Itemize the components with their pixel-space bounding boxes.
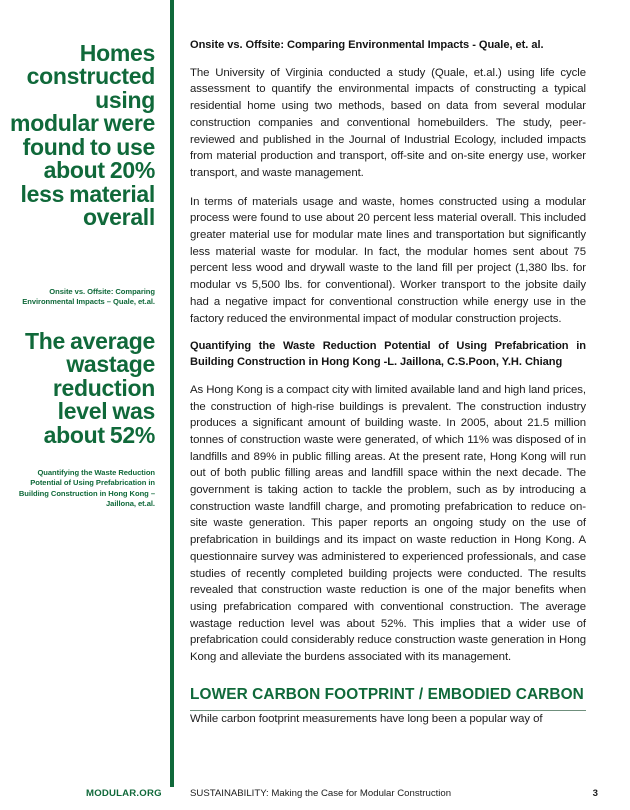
section-1-heading: Onsite vs. Offsite: Comparing Environmental Impacts - Quale, et. al.: [190, 39, 544, 51]
pullquote-1: Homes constructed using modular were found to use about 20% less material overall: [10, 40, 155, 231]
section-3-heading: LOWER CARBON FOOTPRINT / EMBODIED CARBON: [190, 686, 586, 711]
pullquote-2: The average wastage reduction level was about 52%: [25, 328, 155, 448]
footer-document-title: SUSTAINABILITY: Making the Case for Modular Construction: [190, 788, 452, 799]
main-content-column: [190, 38, 586, 728]
pullquote-2-attribution: Quantifying the Waste Reduction Potential of Using Prefabrication in Building Construction in Hong Kong – Jaillona, et.al.: [18, 468, 155, 508]
section-2-paragraph-1: As Hong Kong is a compact city with limited available land and high land prices, the construction of high-rise buildings is prevalent. The construction industry produces a significant amount of building waste. In 2005, about 21.5 million tonnes of construction waste were generated, of which 11% was disposed of in landfills and 89% in public filling areas. At the present rate, Hong Kong will run out of both public filling areas and landfill space within the next decade. The government is taking action to tackle the problem, such as by introducing a construction waste landfill charge, and promoting prefabrication to reduce on-site waste generation. This paper reports an ongoing study on the use of prefabrication in buildings and its impact on waste reduction in Hong Kong. A questionnaire survey was administered to experienced professionals, and case studies of recently completed building projects were conducted. The results revealed that construction waste reduction is one of the major benefits when using prefabrication compared with conventional construction. The average wastage reduction level was about 52%. This implies that a wider use of prefabrication could considerably reduce construction waste generation in Hong Kong and alleviate the burdens associated with its management.: [190, 383, 586, 664]
section-3-paragraph-1: While carbon footprint measurements have long been a popular way of: [190, 713, 543, 726]
sidebar-pullquote-column: [0, 0, 171, 810]
section-1-paragraph-1: The University of Virginia conducted a study (Quale, et.al.) using life cycle assessment to quantify the environmental impacts of constructing a typical residential home using two methods, based on data from several modular construction companies and conventional homebuilders. The study, peer-reviewed and published in the Journal of Industrial Ecology, included impacts from material production and transport, off-site and on-site energy use, worker transport, and waste management.: [190, 66, 586, 179]
vertical-green-divider: [170, 0, 174, 787]
section-2-heading: Quantifying the Waste Reduction Potential of Using Prefabrication in Building Construction in Hong Kong -L. Jaillona, C.S.Poon, Y.H. Chiang: [190, 340, 586, 369]
section-1-paragraph-2: In terms of materials usage and waste, homes constructed using a modular process were found to use about 20 percent less material overall. This included greater material use for modular mate lines and transportation but significantly less material waste for modular. In fact, the modular homes sent about 75 percent less wood and drywall waste to the land fill per project (1,380 lbs. for modular vs 5,500 lbs. for conventional). Worker transport to the jobsite daily had a negative impact for conventional construction while energy use in the factory reduced the environmental impact of modular construction projects.: [190, 195, 586, 325]
footer-brand-link[interactable]: MODULAR.ORG: [86, 788, 162, 799]
pullquote-1-attribution: Onsite vs. Offsite: Comparing Environmental Impacts – Quale, et.al.: [22, 287, 155, 307]
footer-page-number: 3: [592, 788, 598, 799]
page-footer: [0, 788, 630, 810]
